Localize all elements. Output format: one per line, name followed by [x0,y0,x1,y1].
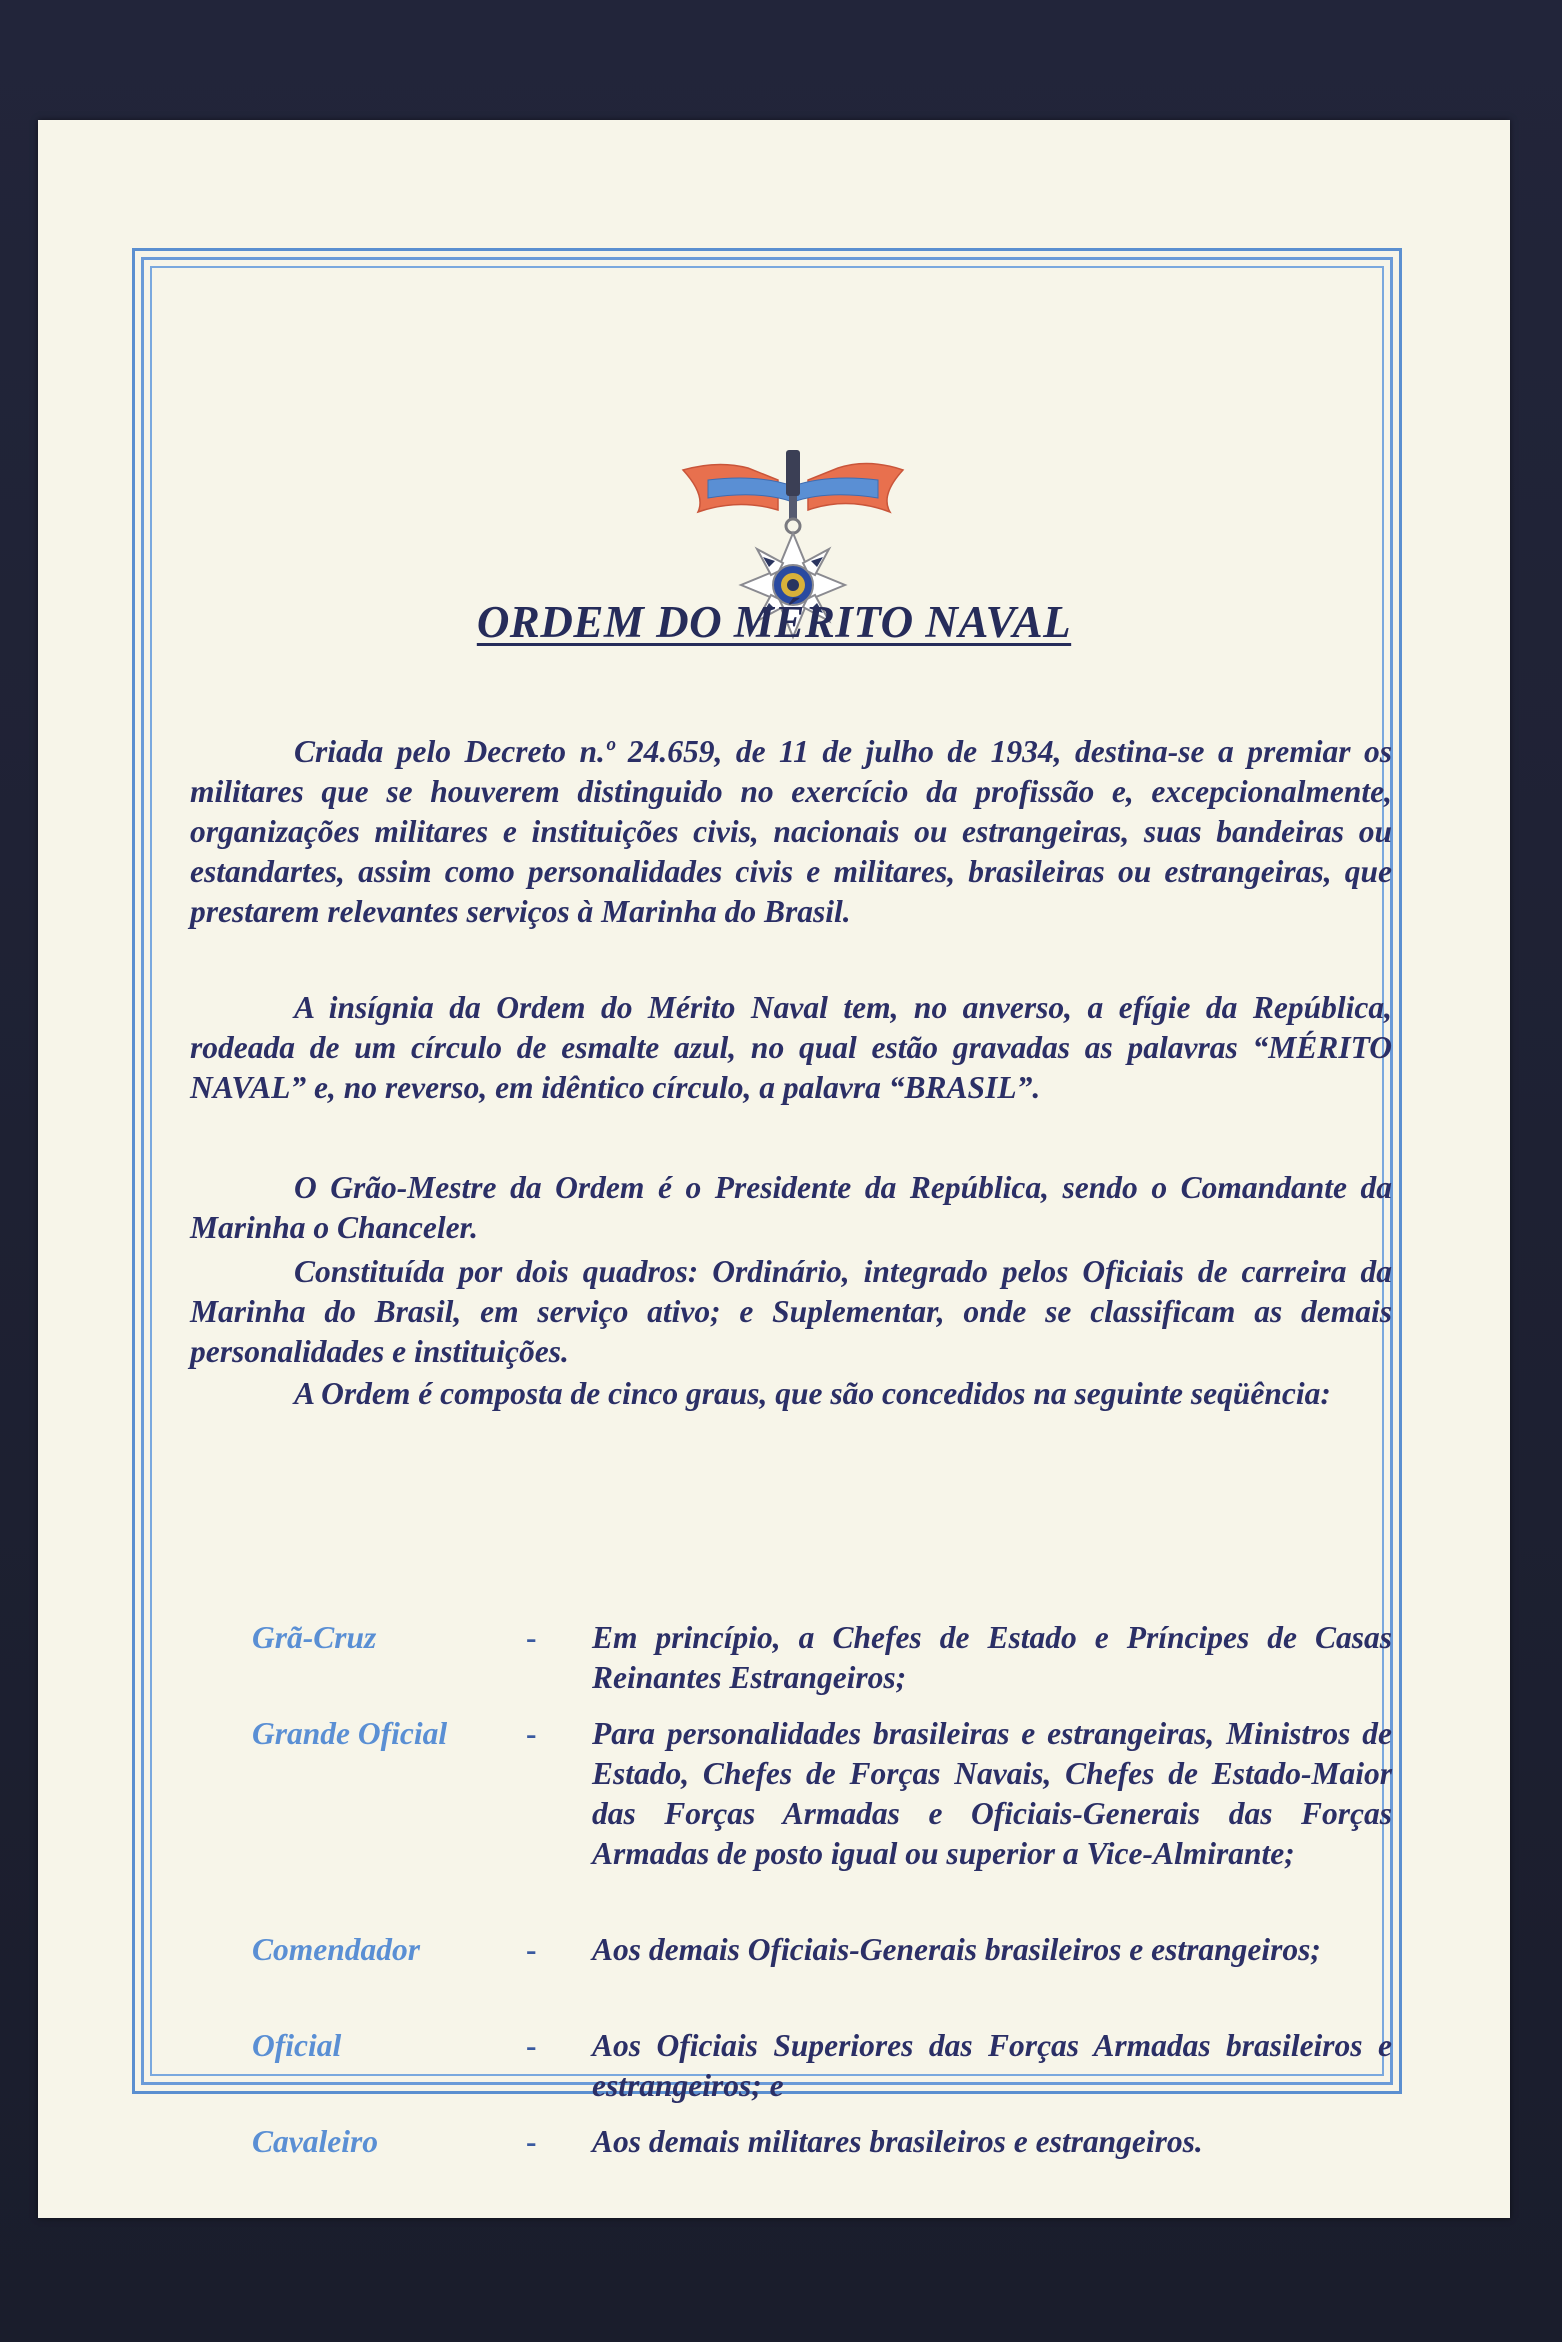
grade-name: Comendador [252,1932,421,1967]
grade-name: Oficial [252,2028,342,2063]
paragraph-grades-intro: A Ordem é composta de cinco graus, que são concedidos na seguinte seqüência: [294,1376,1331,1411]
grade-dash: - [526,1932,537,1967]
grade-description: Para personalidades brasileiras e estrangeiras, Ministros de Estado, Chefes de Forças Navais, Chefes de Estado-Maior das Forças Armadas e Oficiais-Generais das Forças Armadas de posto igual ou superior a Vice-Almirante; [592,1716,1392,1871]
grade-description: Aos demais Oficiais-Generais brasileiros e estrangeiros; [592,1932,1321,1967]
grade-dash: - [526,2124,537,2159]
paragraph-insignia: A insígnia da Ordem do Mérito Naval tem, no anverso, a efígie da República, rodeada de um círculo de esmalte azul, no qual estão gravadas as palavras “MÉRITO NAVAL” e, no reverso, em idêntico círculo, a palavra “BRASIL”. [190,990,1392,1105]
page-title: ORDEM DO MÉRITO NAVAL [476,597,1072,647]
grade-dash: - [526,1716,537,1751]
grade-name: Cavaleiro [252,2124,378,2159]
grade-description: Em princípio, a Chefes de Estado e Príncipes de Casas Reinantes Estrangeiros; [592,1620,1392,1695]
document-paper [38,120,1510,2218]
paragraph-grand-master: O Grão-Mestre da Ordem é o Presidente da República, sendo o Comandante da Marinha o Chanceler. [190,1170,1392,1245]
grade-description: Aos demais militares brasileiros e estrangeiros. [592,2124,1203,2159]
grade-name: Grã-Cruz [252,1620,377,1655]
grade-dash: - [526,2028,537,2063]
grade-dash: - [526,1620,537,1655]
grade-name: Grande Oficial [252,1716,448,1751]
grade-description: Aos Oficiais Superiores das Forças Armadas brasileiros e estrangeiros; e [592,2028,1392,2103]
paragraph-composition: Constituída por dois quadros: Ordinário, integrado pelos Oficiais de carreira da Marinha do Brasil, em serviço ativo; e Suplementar, onde se classificam as demais personalidades e instituições. [190,1254,1392,1369]
paragraph-decree: Criada pelo Decreto n.º 24.659, de 11 de julho de 1934, destina-se a premiar os militares que se houverem distinguido no exercício da profissão e, excepcionalmente, organizações militares e instituições civis, nacionais ou estrangeiras, suas bandeiras ou estandartes, assim como personalidades civis e militares, brasileiras ou estrangeiras, que prestarem relevantes serviços à Marinha do Brasil. [190,734,1392,929]
